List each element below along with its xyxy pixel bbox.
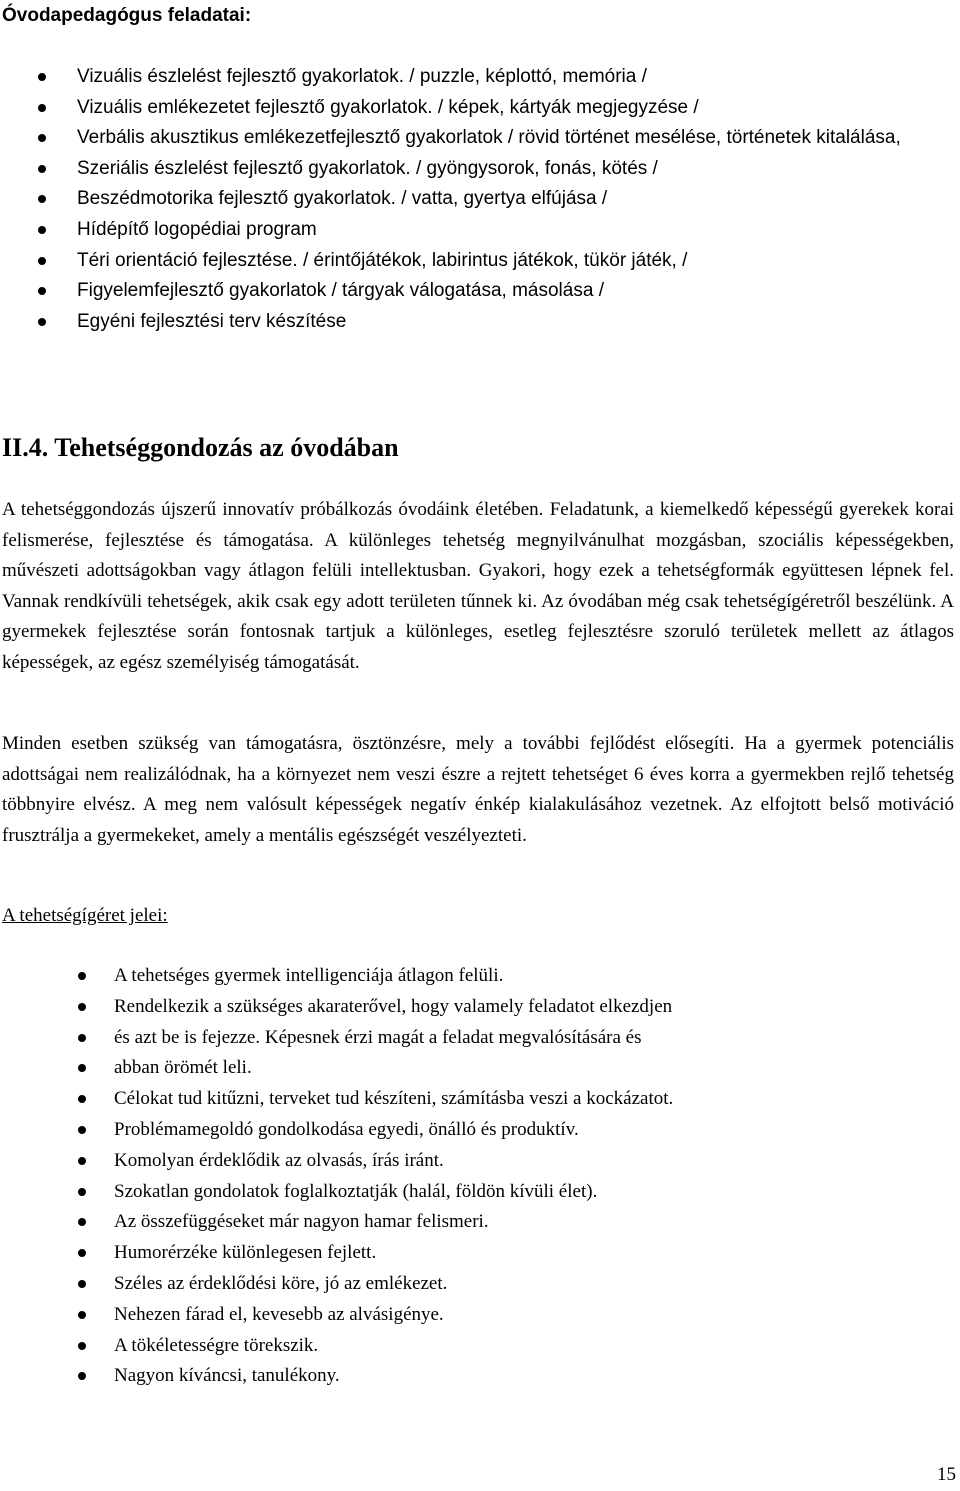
bullet-icon	[78, 1188, 86, 1196]
list-item	[0, 1300, 960, 1331]
bullet-icon	[38, 73, 46, 81]
bullet-icon	[38, 195, 46, 203]
bullet-icon	[38, 134, 46, 142]
section-title: Óvodapedagógus feladatai:	[2, 5, 252, 26]
list-item	[0, 1361, 960, 1392]
list-item	[0, 1331, 960, 1362]
list-item-text: Szeriális észlelést fejlesztő gyakorlatok. / gyöngysorok, fonás, kötés /	[77, 157, 658, 179]
list-item	[0, 1269, 960, 1300]
list-item-text: Vizuális emlékezetet fejlesztő gyakorlatok. / képek, kártyák megjegyzése /	[77, 96, 699, 118]
bullet-icon	[78, 1126, 86, 1134]
list-item-text: Nehezen fárad el, kevesebb az alvásigénye.	[114, 1303, 444, 1325]
bullet-icon	[38, 318, 46, 326]
list-item	[0, 215, 960, 246]
list-item	[0, 1238, 960, 1269]
chapter-heading: II.4. Tehetséggondozás az óvodában	[2, 433, 399, 462]
list-item	[0, 1115, 960, 1146]
list-item	[0, 184, 960, 215]
task-list	[0, 62, 960, 337]
list-item-text: Széles az érdeklődési köre, jó az emlékezet.	[114, 1272, 448, 1294]
list-item-text: Figyelemfejlesztő gyakorlatok / tárgyak válogatása, másolása /	[77, 280, 604, 302]
bullet-icon	[78, 1157, 86, 1165]
list-item-text: Célokat tud kitűzni, terveket tud készíteni, számításba veszi a kockázatot.	[114, 1088, 674, 1110]
list-item-text: Humorérzéke különlegesen fejlett.	[114, 1242, 377, 1264]
bullet-icon	[78, 1311, 86, 1319]
list-item	[0, 307, 960, 338]
list-item	[0, 93, 960, 124]
list-item-text: Téri orientáció fejlesztése. / érintőjátékok, labirintus játékok, tükör játék, /	[77, 249, 688, 271]
list-item	[0, 1023, 960, 1054]
list-item	[0, 154, 960, 185]
list-item	[0, 123, 960, 154]
list-item	[0, 1207, 960, 1238]
bullet-icon	[78, 1034, 86, 1042]
list-item-text: Szokatlan gondolatok foglalkoztatják (halál, földön kívüli élet).	[114, 1180, 598, 1202]
list-item-text: abban örömét leli.	[114, 1057, 252, 1079]
bullet-icon	[78, 1249, 86, 1257]
list-item-text: A tökéletességre törekszik.	[114, 1334, 319, 1356]
paragraph: Minden esetben szükség van támogatásra, ösztönzésre, mely a további fejlődést elősegíti. Ha a gyermek potenciális adottságai nem realizálódnak, ha a környezet nem veszi észre a rejtett tehetséget 6 éves korra a gyermekben rejlő tehetség többnyire elvész. A meg nem valósult képességek negatív énkép kialakulásához vezetnek. Az elfojtott belső motiváció frusztrálja a gyermekeket, amely a mentális egészségét veszélyezteti.	[2, 733, 954, 846]
list-item-text: Verbális akusztikus emlékezetfejlesztő gyakorlatok / rövid történet mesélése, történetek kitalálása,	[77, 127, 901, 149]
subheading: A tehetségígéret jelei:	[2, 905, 168, 926]
signs-list	[0, 961, 960, 1392]
list-item	[0, 1146, 960, 1177]
list-item-text: Komolyan érdeklődik az olvasás, írás iránt.	[114, 1149, 444, 1171]
bullet-icon	[78, 1218, 86, 1226]
list-item-text: Rendelkezik a szükséges akaraterővel, hogy valamely feladatot elkezdjen	[114, 995, 673, 1017]
bullet-icon	[38, 257, 46, 265]
bullet-icon	[78, 1064, 86, 1072]
bullet-icon	[78, 972, 86, 980]
bullet-icon	[78, 1342, 86, 1350]
list-item-text: Hídépítő logopédiai program	[77, 218, 317, 240]
list-item	[0, 1053, 960, 1084]
bullet-icon	[38, 287, 46, 295]
bullet-icon	[38, 226, 46, 234]
list-item	[0, 62, 960, 93]
list-item-text: Nagyon kíváncsi, tanulékony.	[114, 1365, 340, 1387]
bullet-icon	[78, 1003, 86, 1011]
list-item	[0, 992, 960, 1023]
list-item-text: Problémamegoldó gondolkodása egyedi, önálló és produktív.	[114, 1118, 579, 1140]
bullet-icon	[78, 1280, 86, 1288]
list-item-text: A tehetséges gyermek intelligenciája átlagon felüli.	[114, 965, 504, 986]
list-item-text: Beszédmotorika fejlesztő gyakorlatok. / vatta, gyertya elfújása /	[77, 188, 608, 210]
bullet-icon	[38, 104, 46, 112]
bullet-icon	[38, 165, 46, 173]
list-item-text: Vizuális észlelést fejlesztő gyakorlatok. / puzzle, képlottó, memória /	[77, 66, 647, 87]
bullet-icon	[78, 1372, 86, 1380]
list-item	[0, 246, 960, 277]
list-item-text: Az összefüggéseket már nagyon hamar felismeri.	[114, 1211, 489, 1233]
list-item-text: és azt be is fejezze. Képesnek érzi magát a feladat megvalósítására és	[114, 1026, 642, 1048]
paragraph: A tehetséggondozás újszerű innovatív próbálkozás óvodáink életében. Feladatunk, a kiemelkedő képességű gyerekek korai felismerése, fejlesztése és támogatása. A különleges tehetség megnyilvánulhat mozgásban, szociális képességekben, művészeti adottságokban vagy átlagon felüli intellektusban. Gyakori, hogy ezek a tehetségformák együttesen lépnek fel. Vannak rendkívüli tehetségek, akik csak egy adott területen tűnnek ki. Az óvodában még csak tehetségígéretről beszélünk. A gyermekek fejlesztése során fontosnak tartjuk a különleges, esetleg fejlesztésre szoruló területek mellett az átlagos képességek, az egész személyiség támogatását.	[2, 499, 954, 673]
list-item-text: Egyéni fejlesztési terv készítése	[77, 310, 347, 332]
list-item	[0, 1084, 960, 1115]
page-number: 15	[937, 1464, 956, 1485]
bullet-icon	[78, 1095, 86, 1103]
list-item	[0, 1177, 960, 1208]
list-item	[0, 961, 960, 992]
list-item	[0, 276, 960, 307]
